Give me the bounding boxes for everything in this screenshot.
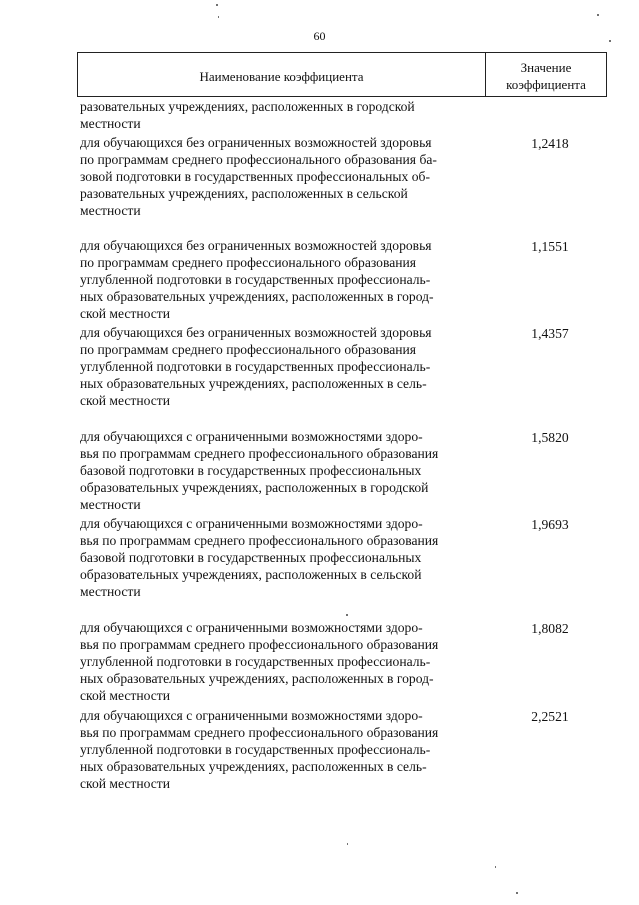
page-number: 60	[313, 29, 326, 43]
scan-speck	[218, 16, 219, 18]
header-name-cell: Наименование коэффициента	[78, 53, 486, 96]
row-value-4: 1,5820	[531, 430, 569, 445]
row-text-1: для обучающихся без ограниченных возможностей здоровья по программам среднего профессионального образования ба- зовой подготовки в государственных профессиональных об- разовательных учреждениях, расположенных в сельской местности	[80, 135, 437, 218]
row-value-1: 1,2418	[531, 136, 569, 151]
row-text-continued: разовательных учреждениях, расположенных в городской местности	[80, 99, 415, 131]
scan-speck	[346, 614, 348, 616]
row-value-5: 1,9693	[531, 517, 569, 532]
scan-speck	[609, 40, 611, 42]
scan-speck	[216, 4, 218, 6]
row-text-2: для обучающихся без ограниченных возможностей здоровья по программам среднего профессионального образования углубленной подготовки в государственных профессиональ- ных образовательных учреждениях, расположенных в город- ской местности	[80, 238, 434, 321]
row-value-2: 1,1551	[531, 239, 569, 254]
row-value-3: 1,4357	[531, 326, 569, 341]
scan-speck	[516, 892, 518, 894]
row-text-3: для обучающихся без ограниченных возможностей здоровья по программам среднего профессионального образования углубленной подготовки в государственных профессиональ- ных образовательных учреждениях, расположенных в сель- ской местности	[80, 325, 432, 408]
header-value-cell: Значение коэффициента	[506, 59, 586, 92]
row-text-6: для обучающихся с ограниченными возможностями здоро- вья по программам среднего профессионального образования углубленной подготовки в государственных профессиональ- ных образовательных учреждениях, расположенных в город- ской местности	[80, 620, 439, 703]
row-text-4: для обучающихся с ограниченными возможностями здоро- вья по программам среднего профессионального образования базовой подготовки в государственных профессиональных образовательных учреждениях, расположенных в городской местности	[80, 429, 439, 512]
scan-speck	[347, 843, 348, 845]
scan-speck	[495, 866, 496, 868]
row-text-5: для обучающихся с ограниченными возможностями здоро- вья по программам среднего профессионального образования базовой подготовки в государственных профессиональных образовательных учреждениях, расположенных в сельской местности	[80, 516, 439, 599]
table-header	[77, 52, 607, 97]
scan-speck	[597, 14, 599, 16]
row-value-6: 1,8082	[531, 621, 569, 636]
row-value-7: 2,2521	[531, 709, 569, 724]
row-text-7: для обучающихся с ограниченными возможностями здоро- вья по программам среднего профессионального образования углубленной подготовки в государственных профессиональ- ных образовательных учреждениях, расположенных в сель- ской местности	[80, 708, 439, 791]
